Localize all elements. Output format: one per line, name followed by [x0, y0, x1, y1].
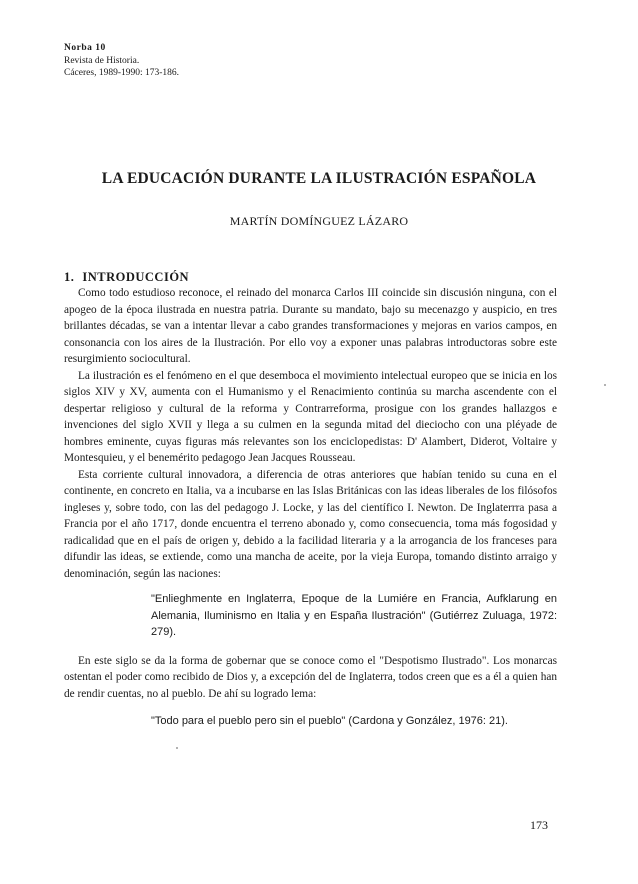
journal-header: [64, 42, 179, 80]
section-heading: [64, 269, 557, 285]
paragraph: Como todo estudioso reconoce, el reinado del monarca Carlos III coincide sin discusión ninguna, con el apogeo de la época ilustrada en nuestra patria. Durante su mandato, bajo su mecenazgo y auspicio, en tres brillantes décadas, se van a intentar llevar a cabo grandes transformaciones y mejoras en varios campos, en consonancia con los aires de la Ilustración. Por ello voy a exponer unas palabras introductoras sobre este resurgimiento sociocultural.: [64, 287, 557, 365]
paragraph: La ilustración es el fenómeno en el que desemboca el movimiento intelectual europeo que se inicia en los siglos XIV y XV, aumenta con el Humanismo y el Renacimiento continúa su marcha ascendente con el despertar religioso y cultural de la reforma y Contrarreforma, prosigue con los grandes hallazgos e invenciones del siglo XVII y llega a su culmen en la segunda mitad del dieciocho con una pléyade de hombres eminente, cuyas figuras más relevantes son los enciclopedistas: D' Alambert, Diderot, Voltaire y Montesquieu, y el benemérito pedagogo Jean Jacques Rousseau.: [64, 369, 557, 464]
paragraph: En este siglo se da la forma de gobernar que se conoce como el "Despotismo Ilustrado". Los monarcas ostentan el poder como recibido de Dios y, a excepción del de Inglaterra, todos creen que es a él a quien han de rendir cuentas, no al pueblo. De ahí su logrado lema:: [64, 654, 557, 700]
journal-name: Norba 10: [64, 43, 106, 53]
journal-citation: Cáceres, 1989-1990: 173-186.: [64, 68, 180, 78]
article-body: [64, 269, 557, 729]
scan-speck: [176, 747, 178, 749]
paragraph: Esta corriente cultural innovadora, a diferencia de otras anteriores que habían tenido su cuna en el continente, en concreto en Italia, va a incubarse en las Islas Británicas con las ideas liberales de los filósofos ingleses y, sobre todo, con las del pedagogo J. Locke, y las del científico I. Newton. De Inglaterrra pasa a Francia por el año 1717, donde encuentra el terreno abonado y, como consecuencia, toma más fogosidad y radicalidad que en el país de origen y, debido a la facilidad literaria y a la arrogancia de los franceses para difundir las ideas, se extiende, como una mancha de aceite, por la vieja Europa, tomando distinto arraigo y denominación, según las naciones:: [64, 468, 557, 580]
page-number: 173: [530, 818, 548, 832]
block-quote: "Todo para el pueblo pero sin el pueblo" (Cardona y González, 1976: 21).: [151, 715, 508, 727]
article-author: MARTÍN DOMÍNGUEZ LÁZARO: [229, 214, 409, 228]
section-number: 1.: [64, 270, 75, 284]
article-title: LA EDUCACIÓN DURANTE LA ILUSTRACIÓN ESPAÑOLA: [101, 170, 537, 187]
journal-subtitle: Revista de Historia.: [64, 55, 140, 66]
block-quote: "Enlieghmente en Inglaterra, Epoque de la Lumiére en Francia, Aufklarung en Alemania, Iluminismo en Italia y en España Ilustración" (Gutiérrez Zuluaga, 1972: 279).: [151, 593, 557, 638]
section-title: INTRODUCCIÓN: [82, 270, 190, 284]
scan-speck: [604, 384, 606, 386]
